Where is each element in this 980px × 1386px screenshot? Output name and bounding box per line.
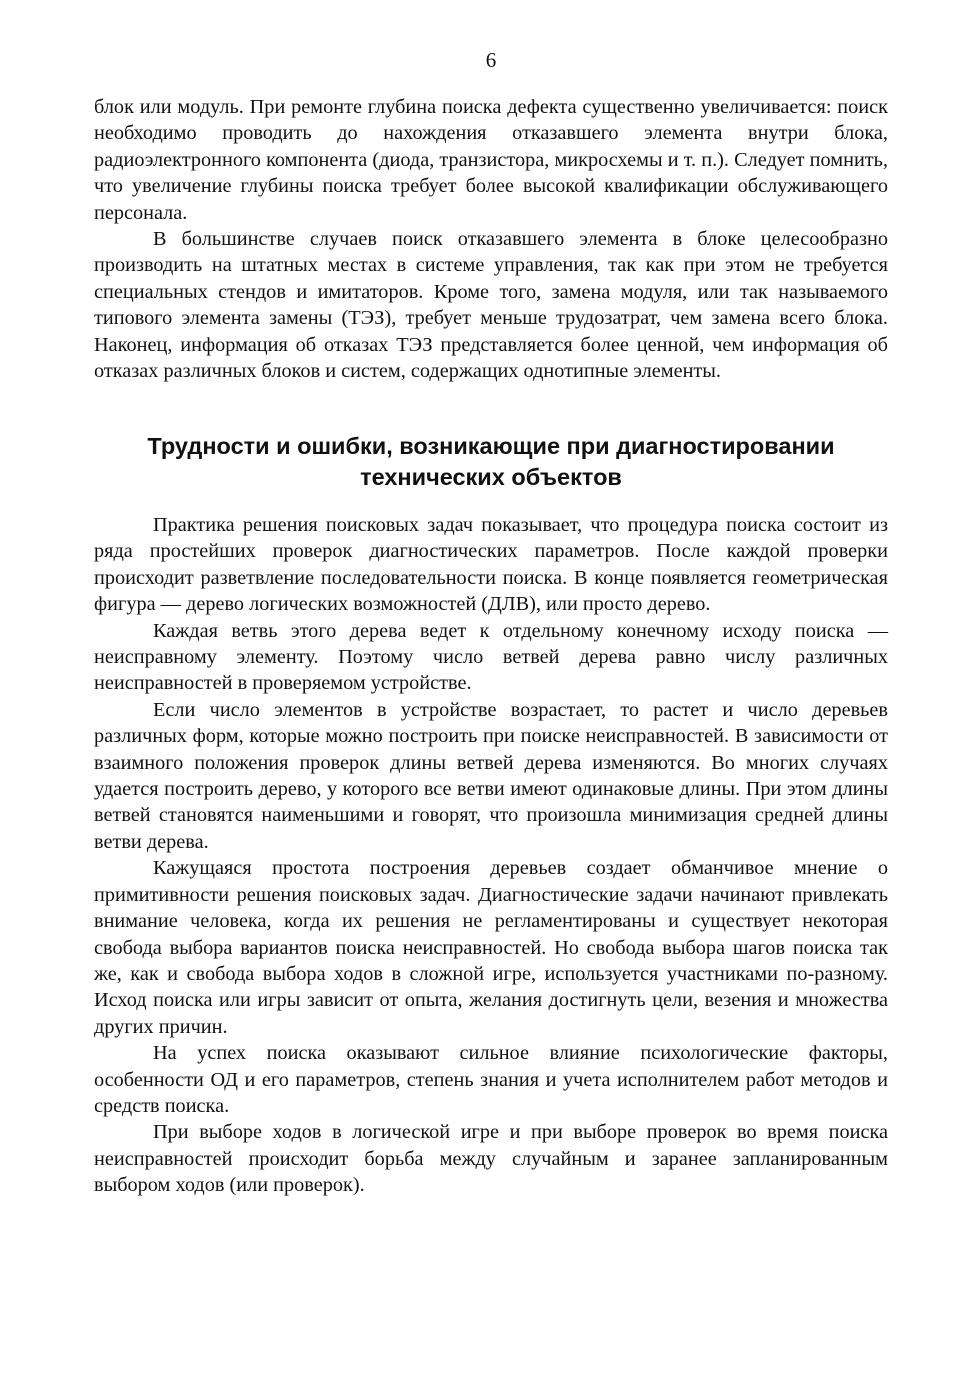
section-heading-line: Трудности и ошибки, возникающие при диагностировании bbox=[147, 433, 835, 459]
paragraph: На успех поиска оказывают сильное влияние психологические факторы, особенности ОД и его параметров, степень знания и учета исполнителем работ методов и средств поиска. bbox=[94, 1042, 888, 1117]
paragraph: Каждая ветвь этого дерева ведет к отдельному конечному исходу поиска — неисправному элементу. Поэтому число ветвей дерева равно числу различных неисправностей в проверяемом устройстве. bbox=[94, 619, 888, 695]
intro-text-block bbox=[94, 94, 888, 384]
section-heading bbox=[94, 431, 888, 493]
paragraph: Если число элементов в устройстве возрастает, то растет и число деревьев различных форм, которые можно построить при поиске неисправностей. В зависимости от взаимного положения проверок длины ветвей дерева изменяются. Во многих случаях удается построить дерево, у которого все ветви имеют одинаковые длины. При этом длины ветвей становятся наименьшими и говорят, что произошла минимизация средней длины ветви дерева. bbox=[94, 698, 888, 853]
paragraph: Практика решения поисковых задач показывает, что процедура поиска состоит из ряда простейших проверок диагностических параметров. После каждой проверки происходит разветвление последовательности поиска. В конце появляется геометрическая фигура — дерево логических возможностей (ДЛВ), или просто дерево. bbox=[94, 514, 888, 616]
paragraph: При выборе ходов в логической игре и при выборе проверок во время поиска неисправностей происходит борьба между случайным и заранее запланированным выбором ходов (или проверок). bbox=[94, 1121, 888, 1197]
page-number: 6 bbox=[485, 48, 497, 72]
section-heading-line: технических объектов bbox=[360, 464, 622, 490]
paragraph-continuation: блок или модуль. При ремонте глубина поиска дефекта существенно увеличивается: поиск необходимо проводить до нахождения отказавшего элемента внутри блока, радиоэлектронного компонента (диода, транзистора, микросхемы и т. п.). Следует помнить, что увеличение глубины поиска требует более высокой квалификации обслуживающего персонала. bbox=[94, 96, 888, 224]
paragraph: В большинстве случаев поиск отказавшего элемента в блоке целесообразно производить на штатных местах в системе управления, так как при этом не требуется специальных стендов и имитаторов. Кроме того, замена модуля, или так называемого типового элемента замены (ТЭЗ), требует меньше трудозатрат, чем замена всего блока. Наконец, информация об отказах ТЭЗ представляется более ценной, чем информация об отказах различных блоков и систем, содержащих однотипные элементы. bbox=[94, 228, 888, 383]
section-text-block bbox=[94, 512, 888, 1199]
paragraph: Кажущаяся простота построения деревьев создает обманчивое мнение о примитивности решения поисковых задач. Диагностические задачи начинают привлекать внимание человека, когда их решения не регламентированы и существует некоторая свобода выбора вариантов поиска неисправностей. Но свобода выбора шагов поиска так же, как и свобода выбора ходов в сложной игре, используется участниками по-разному. Исход поиска или игры зависит от опыта, желания достигнуть цели, везения и множества других причин. bbox=[94, 857, 888, 1038]
